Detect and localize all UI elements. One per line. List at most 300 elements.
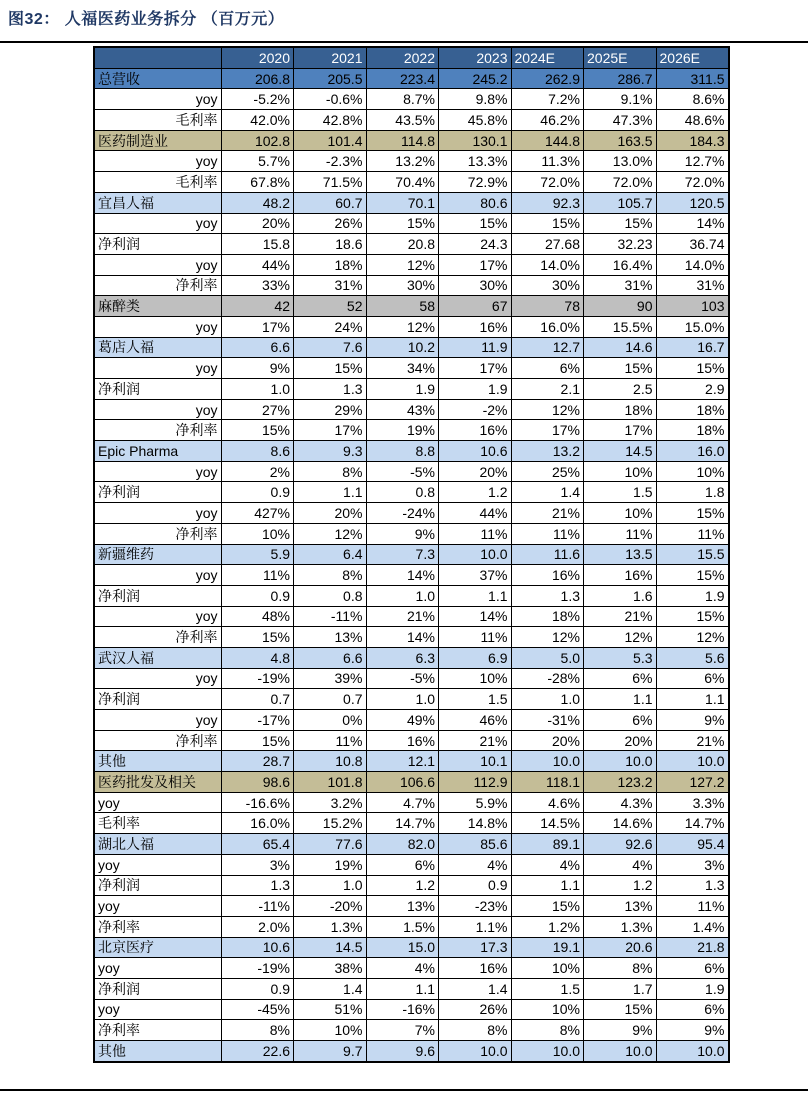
table-row bbox=[94, 1041, 729, 1062]
row-label: yoy bbox=[94, 358, 221, 379]
cell: 0.9 bbox=[439, 875, 512, 896]
cell: 6.4 bbox=[294, 544, 367, 565]
cell: 21% bbox=[584, 606, 657, 627]
cell: 1.5 bbox=[439, 689, 512, 710]
cell: 1.1% bbox=[439, 916, 512, 937]
cell: 9% bbox=[656, 710, 729, 731]
cell: 2.5 bbox=[584, 379, 657, 400]
table-row bbox=[94, 730, 729, 751]
cell: 6% bbox=[656, 958, 729, 979]
cell: 10.0 bbox=[439, 544, 512, 565]
cell: 16% bbox=[584, 565, 657, 586]
cell: 10.0 bbox=[439, 1041, 512, 1062]
table-row bbox=[94, 978, 729, 999]
cell: 1.3 bbox=[511, 585, 584, 606]
table-row bbox=[94, 1020, 729, 1041]
cell: 20.6 bbox=[584, 937, 657, 958]
cell: 102.8 bbox=[221, 130, 294, 151]
cell: 15% bbox=[221, 420, 294, 441]
cell: 77.6 bbox=[294, 834, 367, 855]
cell: 11% bbox=[439, 627, 512, 648]
cell: 11.9 bbox=[439, 337, 512, 358]
cell: 60.7 bbox=[294, 192, 367, 213]
cell: 1.1 bbox=[511, 875, 584, 896]
cell: 48.2 bbox=[221, 192, 294, 213]
row-label: Epic Pharma bbox=[94, 441, 221, 462]
cell: 15% bbox=[366, 213, 439, 234]
cell: 72.0% bbox=[584, 172, 657, 193]
cell: 10.0 bbox=[656, 1041, 729, 1062]
cell: 11.3% bbox=[511, 151, 584, 172]
cell: 112.9 bbox=[439, 772, 512, 793]
row-label: 净利润 bbox=[94, 689, 221, 710]
cell: 27% bbox=[221, 399, 294, 420]
cell: 1.9 bbox=[439, 379, 512, 400]
table-row bbox=[94, 627, 729, 648]
cell: 21% bbox=[656, 730, 729, 751]
cell: 4% bbox=[366, 958, 439, 979]
row-label: 北京医疗 bbox=[94, 937, 221, 958]
cell: 30% bbox=[439, 275, 512, 296]
cell: 427% bbox=[221, 503, 294, 524]
cell: 3% bbox=[221, 854, 294, 875]
table-row bbox=[94, 668, 729, 689]
table-row bbox=[94, 523, 729, 544]
cell: 12% bbox=[584, 627, 657, 648]
cell: 11% bbox=[584, 523, 657, 544]
row-label: 麻醉类 bbox=[94, 296, 221, 317]
cell: 13.2 bbox=[511, 441, 584, 462]
row-label: 湖北人福 bbox=[94, 834, 221, 855]
cell: 8% bbox=[221, 1020, 294, 1041]
cell: 5.9 bbox=[221, 544, 294, 565]
cell: 8% bbox=[439, 1020, 512, 1041]
cell: 48.6% bbox=[656, 110, 729, 131]
row-label: 宜昌人福 bbox=[94, 192, 221, 213]
cell: 14.7% bbox=[366, 813, 439, 834]
row-label: 净利率 bbox=[94, 523, 221, 544]
cell: 286.7 bbox=[584, 68, 657, 89]
cell: 52 bbox=[294, 296, 367, 317]
cell: 11% bbox=[439, 523, 512, 544]
cell: 12.7% bbox=[656, 151, 729, 172]
cell: 12.1 bbox=[366, 751, 439, 772]
cell: 11.6 bbox=[511, 544, 584, 565]
cell: 65.4 bbox=[221, 834, 294, 855]
cell: 11% bbox=[511, 523, 584, 544]
cell: 18% bbox=[584, 399, 657, 420]
cell: 3.2% bbox=[294, 792, 367, 813]
cell: 31% bbox=[656, 275, 729, 296]
cell: 20% bbox=[511, 730, 584, 751]
cell: 43.5% bbox=[366, 110, 439, 131]
cell: 16% bbox=[439, 420, 512, 441]
cell: 12% bbox=[656, 627, 729, 648]
cell: 16.0 bbox=[656, 441, 729, 462]
year-header: 2021 bbox=[294, 47, 367, 68]
table-row bbox=[94, 89, 729, 110]
cell: 105.7 bbox=[584, 192, 657, 213]
cell: 15.0 bbox=[366, 937, 439, 958]
cell: 18% bbox=[656, 399, 729, 420]
table-row bbox=[94, 792, 729, 813]
cell: 46.2% bbox=[511, 110, 584, 131]
table-row bbox=[94, 772, 729, 793]
cell: 0.9 bbox=[221, 482, 294, 503]
cell: 20% bbox=[294, 503, 367, 524]
cell: -5.2% bbox=[221, 89, 294, 110]
table-row bbox=[94, 834, 729, 855]
corner-cell bbox=[94, 47, 221, 68]
cell: 6.3 bbox=[366, 647, 439, 668]
cell: 49% bbox=[366, 710, 439, 731]
row-label: 毛利率 bbox=[94, 172, 221, 193]
cell: 8% bbox=[584, 958, 657, 979]
table-row bbox=[94, 503, 729, 524]
header-row bbox=[94, 47, 729, 68]
cell: 3.3% bbox=[656, 792, 729, 813]
cell: 311.5 bbox=[656, 68, 729, 89]
cell: 15% bbox=[221, 627, 294, 648]
cell: 1.1 bbox=[294, 482, 367, 503]
cell: 19.1 bbox=[511, 937, 584, 958]
row-label: yoy bbox=[94, 316, 221, 337]
cell: -16.6% bbox=[221, 792, 294, 813]
cell: 5.6 bbox=[656, 647, 729, 668]
cell: 19% bbox=[294, 854, 367, 875]
cell: 7.2% bbox=[511, 89, 584, 110]
cell: 0.7 bbox=[221, 689, 294, 710]
year-header: 2024E bbox=[511, 47, 584, 68]
cell: 1.2% bbox=[511, 916, 584, 937]
cell: 11% bbox=[656, 523, 729, 544]
cell: 4% bbox=[584, 854, 657, 875]
cell: 5.7% bbox=[221, 151, 294, 172]
cell: 16% bbox=[366, 730, 439, 751]
cell: 15% bbox=[656, 606, 729, 627]
table-row bbox=[94, 399, 729, 420]
cell: 20% bbox=[584, 730, 657, 751]
cell: 12% bbox=[294, 523, 367, 544]
cell: 7.3 bbox=[366, 544, 439, 565]
row-label: 净利润 bbox=[94, 482, 221, 503]
table-row bbox=[94, 151, 729, 172]
cell: 15% bbox=[656, 358, 729, 379]
cell: 1.0 bbox=[511, 689, 584, 710]
cell: 2% bbox=[221, 461, 294, 482]
cell: 10.0 bbox=[656, 751, 729, 772]
cell: 11% bbox=[221, 565, 294, 586]
cell: 15.5 bbox=[656, 544, 729, 565]
cell: 130.1 bbox=[439, 130, 512, 151]
cell: 67.8% bbox=[221, 172, 294, 193]
cell: 245.2 bbox=[439, 68, 512, 89]
cell: 17% bbox=[294, 420, 367, 441]
cell: 70.4% bbox=[366, 172, 439, 193]
cell: 89.1 bbox=[511, 834, 584, 855]
cell: 42.8% bbox=[294, 110, 367, 131]
cell: 13% bbox=[584, 896, 657, 917]
cell: 1.5 bbox=[511, 978, 584, 999]
bottom-rule bbox=[0, 1089, 808, 1091]
row-label: yoy bbox=[94, 503, 221, 524]
cell: 30% bbox=[366, 275, 439, 296]
cell: 2.1 bbox=[511, 379, 584, 400]
cell: 9.6 bbox=[366, 1041, 439, 1062]
table-row bbox=[94, 916, 729, 937]
cell: 1.6 bbox=[584, 585, 657, 606]
row-label: yoy bbox=[94, 399, 221, 420]
cell: 0.9 bbox=[221, 978, 294, 999]
cell: 11% bbox=[294, 730, 367, 751]
row-label: 武汉人福 bbox=[94, 647, 221, 668]
cell: 14% bbox=[439, 606, 512, 627]
cell: 127.2 bbox=[656, 772, 729, 793]
row-label: yoy bbox=[94, 461, 221, 482]
cell: 15% bbox=[294, 358, 367, 379]
table-row bbox=[94, 337, 729, 358]
table-row bbox=[94, 999, 729, 1020]
cell: 22.6 bbox=[221, 1041, 294, 1062]
cell: 82.0 bbox=[366, 834, 439, 855]
cell: 18% bbox=[511, 606, 584, 627]
cell: 6% bbox=[584, 710, 657, 731]
cell: 17% bbox=[221, 316, 294, 337]
row-label: 毛利率 bbox=[94, 110, 221, 131]
row-label: 净利率 bbox=[94, 627, 221, 648]
cell: 30% bbox=[511, 275, 584, 296]
table-row bbox=[94, 710, 729, 731]
cell: 15.8 bbox=[221, 234, 294, 255]
cell: 0.8 bbox=[366, 482, 439, 503]
row-label: 净利润 bbox=[94, 379, 221, 400]
table-row bbox=[94, 544, 729, 565]
cell: 48% bbox=[221, 606, 294, 627]
cell: 6% bbox=[656, 668, 729, 689]
row-label: yoy bbox=[94, 213, 221, 234]
cell: 10.0 bbox=[584, 751, 657, 772]
cell: 13.5 bbox=[584, 544, 657, 565]
cell: 14% bbox=[366, 565, 439, 586]
cell: 44% bbox=[439, 503, 512, 524]
cell: 4% bbox=[439, 854, 512, 875]
cell: 25% bbox=[511, 461, 584, 482]
cell: 0.8 bbox=[294, 585, 367, 606]
cell: -24% bbox=[366, 503, 439, 524]
cell: 27.68 bbox=[511, 234, 584, 255]
cell: 6.6 bbox=[294, 647, 367, 668]
cell: 9.1% bbox=[584, 89, 657, 110]
year-header: 2020 bbox=[221, 47, 294, 68]
row-label: 毛利率 bbox=[94, 813, 221, 834]
cell: 6% bbox=[366, 854, 439, 875]
cell: 21% bbox=[366, 606, 439, 627]
table-row bbox=[94, 358, 729, 379]
cell: 12% bbox=[366, 316, 439, 337]
cell: 15% bbox=[584, 213, 657, 234]
cell: 262.9 bbox=[511, 68, 584, 89]
cell: 39% bbox=[294, 668, 367, 689]
cell: 10% bbox=[656, 461, 729, 482]
cell: 70.1 bbox=[366, 192, 439, 213]
cell: -2.3% bbox=[294, 151, 367, 172]
cell: 21% bbox=[439, 730, 512, 751]
table-row bbox=[94, 234, 729, 255]
cell: 1.4 bbox=[511, 482, 584, 503]
cell: 92.6 bbox=[584, 834, 657, 855]
cell: 144.8 bbox=[511, 130, 584, 151]
table-header bbox=[94, 47, 729, 68]
cell: 8% bbox=[511, 1020, 584, 1041]
row-label: 净利润 bbox=[94, 875, 221, 896]
table-row bbox=[94, 937, 729, 958]
cell: 1.1 bbox=[656, 689, 729, 710]
year-header: 2026E bbox=[656, 47, 729, 68]
cell: 36.74 bbox=[656, 234, 729, 255]
cell: 13.2% bbox=[366, 151, 439, 172]
cell: -19% bbox=[221, 668, 294, 689]
cell: 13% bbox=[366, 896, 439, 917]
cell: 9% bbox=[656, 1020, 729, 1041]
cell: 4.6% bbox=[511, 792, 584, 813]
cell: 3% bbox=[656, 854, 729, 875]
cell: 205.5 bbox=[294, 68, 367, 89]
table-row bbox=[94, 461, 729, 482]
cell: 17% bbox=[511, 420, 584, 441]
cell: 1.4% bbox=[656, 916, 729, 937]
cell: -5% bbox=[366, 461, 439, 482]
cell: 206.8 bbox=[221, 68, 294, 89]
cell: 120.5 bbox=[656, 192, 729, 213]
cell: 10.0 bbox=[511, 1041, 584, 1062]
cell: 8.6% bbox=[656, 89, 729, 110]
cell: 45.8% bbox=[439, 110, 512, 131]
cell: 8% bbox=[294, 461, 367, 482]
row-label: yoy bbox=[94, 565, 221, 586]
table-row bbox=[94, 958, 729, 979]
cell: 1.8 bbox=[656, 482, 729, 503]
cell: 12.7 bbox=[511, 337, 584, 358]
cell: 14% bbox=[366, 627, 439, 648]
cell: 17.3 bbox=[439, 937, 512, 958]
row-label: 医药制造业 bbox=[94, 130, 221, 151]
cell: 15% bbox=[656, 503, 729, 524]
cell: 1.9 bbox=[656, 978, 729, 999]
cell: 10% bbox=[584, 461, 657, 482]
cell: 10.6 bbox=[221, 937, 294, 958]
cell: 1.0 bbox=[366, 689, 439, 710]
cell: 10% bbox=[511, 958, 584, 979]
cell: 18% bbox=[656, 420, 729, 441]
cell: 10% bbox=[294, 1020, 367, 1041]
cell: 12% bbox=[366, 254, 439, 275]
row-label: yoy bbox=[94, 710, 221, 731]
cell: 24.3 bbox=[439, 234, 512, 255]
row-label: 新疆维药 bbox=[94, 544, 221, 565]
cell: 43% bbox=[366, 399, 439, 420]
cell: 10.6 bbox=[439, 441, 512, 462]
cell: 101.8 bbox=[294, 772, 367, 793]
cell: 44% bbox=[221, 254, 294, 275]
cell: 31% bbox=[584, 275, 657, 296]
cell: 14.6% bbox=[584, 813, 657, 834]
cell: 8% bbox=[294, 565, 367, 586]
cell: 1.4 bbox=[294, 978, 367, 999]
cell: 42 bbox=[221, 296, 294, 317]
row-label: yoy bbox=[94, 792, 221, 813]
cell: 72.9% bbox=[439, 172, 512, 193]
cell: 16% bbox=[439, 316, 512, 337]
cell: 4.8 bbox=[221, 647, 294, 668]
cell: 17% bbox=[439, 358, 512, 379]
cell: 6.9 bbox=[439, 647, 512, 668]
cell: -11% bbox=[221, 896, 294, 917]
cell: 10.0 bbox=[584, 1041, 657, 1062]
table-row bbox=[94, 441, 729, 462]
cell: 184.3 bbox=[656, 130, 729, 151]
cell: 8.8 bbox=[366, 441, 439, 462]
cell: 72.0% bbox=[656, 172, 729, 193]
table-row bbox=[94, 110, 729, 131]
cell: 17% bbox=[439, 254, 512, 275]
cell: 10% bbox=[511, 999, 584, 1020]
cell: 16.0% bbox=[221, 813, 294, 834]
cell: 7.6 bbox=[294, 337, 367, 358]
cell: 6% bbox=[656, 999, 729, 1020]
cell: 12% bbox=[511, 399, 584, 420]
cell: 15.2% bbox=[294, 813, 367, 834]
table-row bbox=[94, 565, 729, 586]
table-row bbox=[94, 379, 729, 400]
cell: 26% bbox=[439, 999, 512, 1020]
table-row bbox=[94, 254, 729, 275]
row-label: 净利率 bbox=[94, 730, 221, 751]
cell: 1.3 bbox=[221, 875, 294, 896]
cell: -28% bbox=[511, 668, 584, 689]
cell: 34% bbox=[366, 358, 439, 379]
cell: 114.8 bbox=[366, 130, 439, 151]
cell: 5.3 bbox=[584, 647, 657, 668]
cell: 1.9 bbox=[366, 379, 439, 400]
cell: 14.0% bbox=[656, 254, 729, 275]
cell: 1.5% bbox=[366, 916, 439, 937]
cell: 10% bbox=[439, 668, 512, 689]
cell: 0.9 bbox=[221, 585, 294, 606]
cell: 16.4% bbox=[584, 254, 657, 275]
top-rule bbox=[0, 41, 808, 43]
cell: 14% bbox=[656, 213, 729, 234]
cell: 19% bbox=[366, 420, 439, 441]
cell: -31% bbox=[511, 710, 584, 731]
data-table bbox=[93, 46, 730, 1063]
cell: -5% bbox=[366, 668, 439, 689]
cell: 15% bbox=[584, 999, 657, 1020]
cell: 123.2 bbox=[584, 772, 657, 793]
cell: 20% bbox=[221, 213, 294, 234]
row-label: yoy bbox=[94, 999, 221, 1020]
row-label: yoy bbox=[94, 668, 221, 689]
cell: 67 bbox=[439, 296, 512, 317]
cell: 58 bbox=[366, 296, 439, 317]
cell: 15% bbox=[511, 213, 584, 234]
table-row bbox=[94, 606, 729, 627]
cell: 85.6 bbox=[439, 834, 512, 855]
row-label: yoy bbox=[94, 254, 221, 275]
table-body bbox=[94, 68, 729, 1062]
table-row bbox=[94, 813, 729, 834]
cell: 15% bbox=[511, 896, 584, 917]
table-row bbox=[94, 296, 729, 317]
